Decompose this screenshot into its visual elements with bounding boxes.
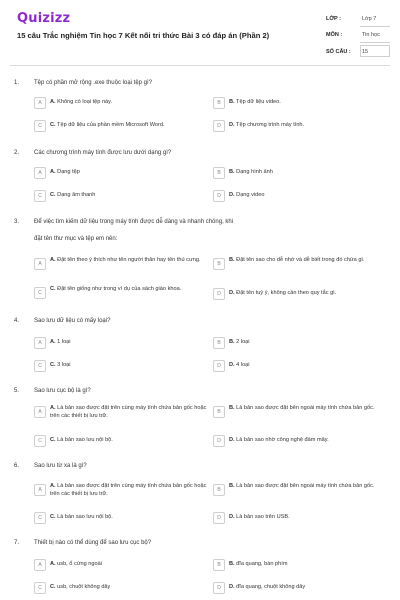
- option-letter-box: A: [34, 484, 46, 496]
- quizizz-logo: Quizizz: [17, 11, 71, 26]
- option-letter-box: B: [213, 97, 225, 109]
- option-text: B. 2 loại: [229, 339, 250, 345]
- option-d[interactable]: [213, 189, 383, 203]
- option-a[interactable]: [34, 254, 204, 275]
- meta-class: [326, 13, 390, 27]
- option-a[interactable]: [34, 96, 204, 110]
- question-number: 7.: [14, 540, 20, 546]
- option-letter-box: D: [213, 120, 225, 132]
- option-text: B. đĩa quang, bàn phím: [229, 561, 288, 567]
- option-c[interactable]: [34, 581, 204, 595]
- option-text: D. Dạng video: [229, 192, 265, 198]
- option-text: B. Là bản sao được đặt bên ngoài máy tính chứa bản gốc.: [229, 405, 375, 411]
- option-letter-box: A: [34, 406, 46, 418]
- option-text: A. 1 loại: [50, 339, 71, 345]
- option-b[interactable]: [213, 166, 383, 180]
- question-number: 3.: [14, 219, 20, 225]
- option-text: C. Là bản sao lưu nội bộ.: [50, 514, 113, 520]
- option-letter-box: B: [213, 559, 225, 571]
- question-text: Sao lưu dữ liệu có mấy loại?: [34, 318, 111, 324]
- option-text: A. Đặt tên theo ý thích như tên người thân hay tên thú cưng.: [50, 257, 201, 263]
- option-letter-box: D: [213, 288, 225, 300]
- option-b[interactable]: [213, 558, 383, 572]
- option-text: C. Dạng âm thanh: [50, 192, 96, 198]
- option-letter-box: D: [213, 435, 225, 447]
- option-b[interactable]: [213, 96, 383, 110]
- meta-class-value: Lớp 7: [362, 16, 377, 22]
- option-text: D. Tệp chương trình máy tính.: [229, 122, 305, 128]
- option-letter-box: D: [213, 360, 225, 372]
- option-c[interactable]: [34, 359, 204, 373]
- option-letter-box: A: [34, 258, 46, 270]
- option-letter-box: A: [34, 97, 46, 109]
- option-c[interactable]: [34, 119, 204, 133]
- option-text: A. Là bản sao được đặt trên cùng máy tính chứa bản gốc hoặc trên các thiết bị lưu trữ.: [50, 405, 207, 419]
- question-text: Sao lưu từ xa là gì?: [34, 463, 87, 469]
- page-title: 15 câu Trắc nghiệm Tin học 7 Kết nối tri thức Bài 3 có đáp án (Phần 2): [17, 31, 270, 40]
- meta-class-underline: [360, 26, 390, 27]
- option-text: A. Dạng tệp: [50, 169, 80, 175]
- option-letter-box: C: [34, 512, 46, 524]
- option-letter-box: B: [213, 484, 225, 496]
- option-b[interactable]: [213, 480, 383, 501]
- meta-count-label: SỐ CÂU :: [326, 49, 351, 55]
- option-b[interactable]: [213, 254, 383, 275]
- option-letter-box: C: [34, 435, 46, 447]
- option-letter-box: A: [34, 337, 46, 349]
- option-text: B. Tệp dữ liệu video.: [229, 99, 281, 105]
- option-b[interactable]: [213, 402, 383, 423]
- option-letter-box: C: [34, 190, 46, 202]
- option-letter-box: D: [213, 512, 225, 524]
- option-b[interactable]: [213, 336, 383, 350]
- option-text: C. Tệp dữ liệu của phần mềm Microsoft Word.: [50, 122, 165, 128]
- meta-subject-underline: [360, 42, 390, 43]
- option-letter-box: C: [34, 582, 46, 594]
- question-text: Tệp có phần mở rộng .exe thuộc loại tệp gì?: [34, 80, 153, 86]
- option-letter-box: D: [213, 582, 225, 594]
- option-text: A. Là bản sao được đặt trên cùng máy tính chứa bản gốc hoặc trên các thiết bị lưu trữ.: [50, 483, 207, 497]
- option-d[interactable]: [213, 434, 383, 448]
- option-letter-box: C: [34, 287, 46, 299]
- option-d[interactable]: [213, 287, 383, 301]
- question-text: Sao lưu cục bộ là gì?: [34, 388, 91, 394]
- option-text: B. Dạng hình ảnh: [229, 169, 273, 175]
- meta-subject-label: MÔN :: [326, 32, 343, 38]
- option-c[interactable]: [34, 189, 204, 203]
- option-letter-box: B: [213, 167, 225, 179]
- option-letter-box: A: [34, 559, 46, 571]
- meta-count: [326, 45, 390, 59]
- meta-count-value: 15: [362, 49, 369, 55]
- meta-subject: [326, 29, 390, 43]
- option-a[interactable]: [34, 558, 204, 572]
- question-text-line-1: Để việc tìm kiếm dữ liệu trong máy tính được dễ dàng và nhanh chóng, khi: [34, 219, 234, 225]
- option-a[interactable]: [34, 166, 204, 180]
- option-letter-box: B: [213, 406, 225, 418]
- option-text: C. Đặt tên giống như trong ví dụ của sách giáo khoa.: [50, 286, 182, 292]
- option-letter-box: C: [34, 360, 46, 372]
- option-c[interactable]: [34, 283, 204, 304]
- header-divider: [10, 65, 390, 66]
- option-letter-box: C: [34, 120, 46, 132]
- question-number: 5.: [14, 388, 20, 394]
- meta-class-label: LỚP :: [326, 16, 341, 22]
- option-c[interactable]: [34, 434, 204, 448]
- option-text: A. usb, ổ cứng ngoài: [50, 561, 102, 567]
- question-text: Các chương trình máy tính được lưu dưới dạng gì?: [34, 150, 172, 156]
- option-d[interactable]: [213, 511, 383, 525]
- option-text: D. 4 loại: [229, 362, 250, 368]
- option-text: D. đĩa quang, chuột không dây: [229, 584, 306, 590]
- option-letter-box: B: [213, 337, 225, 349]
- question-number: 4.: [14, 318, 20, 324]
- meta-subject-value: Tin học: [362, 32, 380, 38]
- page-header: [0, 0, 400, 64]
- option-letter-box: D: [213, 190, 225, 202]
- option-c[interactable]: [34, 511, 204, 525]
- option-letter-box: A: [34, 167, 46, 179]
- option-text: C. Là bản sao lưu nội bộ.: [50, 437, 113, 443]
- option-letter-box: B: [213, 258, 225, 270]
- option-a[interactable]: [34, 480, 207, 501]
- option-text: A. Không có loại tệp này.: [50, 99, 113, 105]
- option-a[interactable]: [34, 402, 207, 423]
- option-d[interactable]: [213, 581, 383, 595]
- option-a[interactable]: [34, 336, 204, 350]
- question-number: 2.: [14, 150, 20, 156]
- option-text: D. Là bản sao nhờ công nghệ đám mây.: [229, 437, 329, 443]
- question-text-line-2: đặt tên thư mục và tệp em nên:: [34, 236, 118, 242]
- option-d[interactable]: [213, 119, 383, 133]
- option-text: D. Đặt tên tuỳ ý, không cần theo quy tắc gì.: [229, 290, 337, 296]
- option-text: D. Là bản sao trên USB.: [229, 514, 290, 520]
- option-text: B. Là bản sao được đặt bên ngoài máy tính chứa bản gốc.: [229, 483, 375, 489]
- question-text: Thiết bị nào có thể dùng để sao lưu cục bộ?: [34, 540, 152, 546]
- option-text: C. 3 loại: [50, 362, 71, 368]
- option-text: C. usb, chuột không dây: [50, 584, 111, 590]
- question-number: 1.: [14, 80, 20, 86]
- option-d[interactable]: [213, 359, 383, 373]
- option-text: B. Đặt tên sao cho dễ nhớ và dễ biết trong đó chứa gì.: [229, 257, 365, 263]
- question-number: 6.: [14, 463, 20, 469]
